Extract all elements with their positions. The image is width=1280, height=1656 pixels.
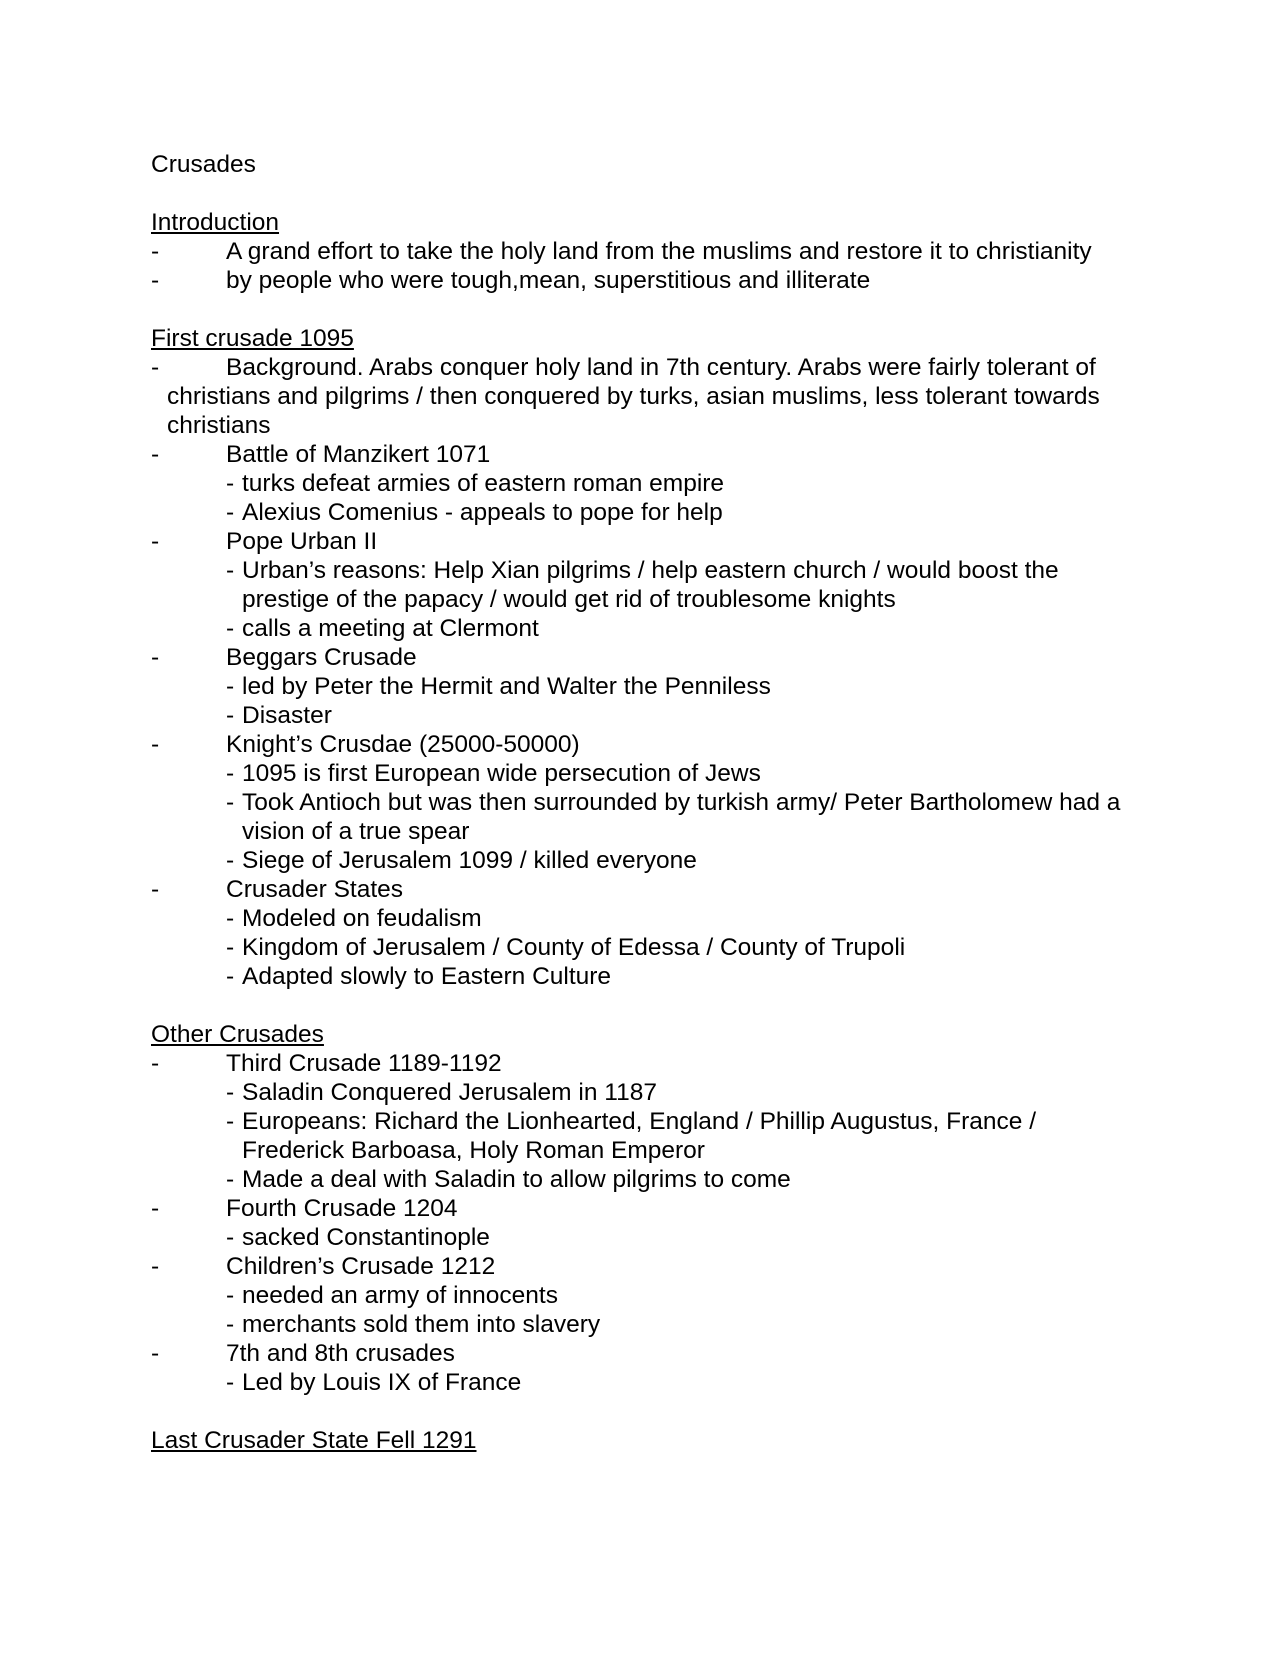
sub-bullet-item	[151, 962, 1131, 991]
sub-bullet-text: Modeled on feudalism	[242, 905, 482, 932]
bullet-item	[151, 1049, 1131, 1078]
sub-bullet-dash: -	[226, 1282, 235, 1309]
bullet-dash: -	[151, 1340, 160, 1367]
bullet-dash: -	[151, 354, 160, 381]
section-heading: First crusade 1095	[151, 325, 354, 352]
sub-bullet-text: merchants sold them into slavery	[242, 1311, 601, 1338]
section-heading: Other Crusades	[151, 1021, 324, 1048]
sub-bullet-dash: -	[226, 1079, 235, 1106]
sub-bullet-item	[151, 701, 1131, 730]
sub-bullet-dash: -	[226, 1224, 235, 1251]
bullet-text: A grand effort to take the holy land from the muslims and restore it to christianity	[226, 238, 1092, 265]
sub-bullet-dash: -	[226, 905, 235, 932]
bullet-dash: -	[151, 267, 160, 294]
bullet-item	[151, 527, 1131, 556]
sub-bullet-text: Took Antioch but was then surrounded by turkish army/ Peter Bartholomew had a vision of a true spear	[242, 789, 1121, 845]
sub-bullet-text: Kingdom of Jerusalem / County of Edessa / County of Trupoli	[242, 934, 906, 961]
spacer	[151, 1397, 1131, 1426]
sub-bullet-dash: -	[226, 615, 235, 642]
sub-bullet-item	[151, 556, 1131, 614]
bullet-item	[151, 1339, 1131, 1368]
sub-bullet-text: turks defeat armies of eastern roman empire	[242, 470, 725, 497]
sub-bullet-dash: -	[226, 499, 235, 526]
sub-bullet-item	[151, 1223, 1131, 1252]
sub-bullet-dash: -	[226, 1108, 235, 1135]
sub-bullet-item	[151, 498, 1131, 527]
sub-bullet-dash: -	[226, 789, 235, 816]
bullet-dash: -	[151, 441, 160, 468]
sub-bullet-dash: -	[226, 760, 235, 787]
sub-bullet-dash: -	[226, 934, 235, 961]
sub-bullet-item	[151, 1078, 1131, 1107]
sub-bullet-dash: -	[226, 1166, 235, 1193]
spacer	[151, 295, 1131, 324]
spacer	[151, 179, 1131, 208]
sub-bullet-item	[151, 1165, 1131, 1194]
bullet-text: Battle of Manzikert 1071	[226, 441, 491, 468]
sub-bullet-text: Disaster	[242, 702, 332, 729]
sub-bullet-item	[151, 788, 1131, 846]
bullet-dash: -	[151, 1050, 160, 1077]
bullet-text: by people who were tough,mean, superstitious and illiterate	[226, 267, 871, 294]
bullet-text: Third Crusade 1189-1192	[226, 1050, 502, 1077]
spacer	[151, 991, 1131, 1020]
sub-bullet-dash: -	[226, 1311, 235, 1338]
document-body	[151, 208, 1131, 1455]
bullet-item	[151, 353, 1131, 440]
bullet-text: Knight’s Crusdae (25000-50000)	[226, 731, 580, 758]
bullet-dash: -	[151, 1195, 160, 1222]
sub-bullet-text: Siege of Jerusalem 1099 / killed everyone	[242, 847, 697, 874]
document-title: Crusades	[151, 151, 256, 178]
sub-bullet-dash: -	[226, 1369, 235, 1396]
sub-bullet-item	[151, 933, 1131, 962]
bullet-item	[151, 875, 1131, 904]
bullet-dash: -	[151, 1253, 160, 1280]
sub-bullet-text: Alexius Comenius - appeals to pope for help	[242, 499, 723, 526]
sub-bullet-text: calls a meeting at Clermont	[242, 615, 539, 642]
sub-bullet-text: Adapted slowly to Eastern Culture	[242, 963, 612, 990]
bullet-item	[151, 1252, 1131, 1281]
bullet-dash: -	[151, 238, 160, 265]
sub-bullet-text: sacked Constantinople	[242, 1224, 490, 1251]
bullet-text: Children’s Crusade 1212	[226, 1253, 496, 1280]
sub-bullet-text: Saladin Conquered Jerusalem in 1187	[242, 1079, 657, 1106]
bullet-text: Crusader States	[226, 876, 404, 903]
sub-bullet-item	[151, 759, 1131, 788]
bullet-item	[151, 643, 1131, 672]
sub-bullet-dash: -	[226, 963, 235, 990]
sub-bullet-item	[151, 672, 1131, 701]
sub-bullet-text: Led by Louis IX of France	[242, 1369, 522, 1396]
bullet-text: Fourth Crusade 1204	[226, 1195, 458, 1222]
bullet-item	[151, 1194, 1131, 1223]
bullet-dash: -	[151, 731, 160, 758]
sub-bullet-text: Urban’s reasons: Help Xian pilgrims / help eastern church / would boost the prestige of the papacy / would get rid of troublesome knights	[242, 557, 1059, 613]
bullet-dash: -	[151, 644, 160, 671]
sub-bullet-text: Europeans: Richard the Lionhearted, England / Phillip Augustus, France / Frederick Barboasa, Holy Roman Emperor	[242, 1108, 1037, 1164]
bullet-text: Pope Urban II	[226, 528, 378, 555]
bullet-text: 7th and 8th crusades	[226, 1340, 455, 1367]
bullet-item	[151, 440, 1131, 469]
section-heading: Introduction	[151, 209, 280, 236]
bullet-item	[151, 730, 1131, 759]
sub-bullet-item	[151, 1368, 1131, 1397]
document-page	[151, 150, 1131, 1455]
sub-bullet-dash: -	[226, 673, 235, 700]
sub-bullet-item	[151, 1310, 1131, 1339]
sub-bullet-item	[151, 846, 1131, 875]
sub-bullet-text: led by Peter the Hermit and Walter the Penniless	[242, 673, 771, 700]
sub-bullet-dash: -	[226, 702, 235, 729]
sub-bullet-dash: -	[226, 847, 235, 874]
sub-bullet-text: Made a deal with Saladin to allow pilgrims to come	[242, 1166, 791, 1193]
sub-bullet-text: needed an army of innocents	[242, 1282, 558, 1309]
sub-bullet-dash: -	[226, 470, 235, 497]
bullet-dash: -	[151, 876, 160, 903]
bullet-item	[151, 237, 1131, 266]
sub-bullet-item	[151, 1281, 1131, 1310]
sub-bullet-dash: -	[226, 557, 235, 584]
bullet-dash: -	[151, 528, 160, 555]
bullet-text: Background. Arabs conquer holy land in 7th century. Arabs were fairly tolerant of christians and pilgrims / then conquered by turks, asian muslims, less tolerant towards christians	[167, 354, 1100, 439]
sub-bullet-item	[151, 904, 1131, 933]
sub-bullet-item	[151, 469, 1131, 498]
sub-bullet-item	[151, 614, 1131, 643]
sub-bullet-item	[151, 1107, 1131, 1165]
section-heading: Last Crusader State Fell 1291	[151, 1427, 477, 1454]
sub-bullet-text: 1095 is first European wide persecution of Jews	[242, 760, 761, 787]
bullet-item	[151, 266, 1131, 295]
bullet-text: Beggars Crusade	[226, 644, 417, 671]
